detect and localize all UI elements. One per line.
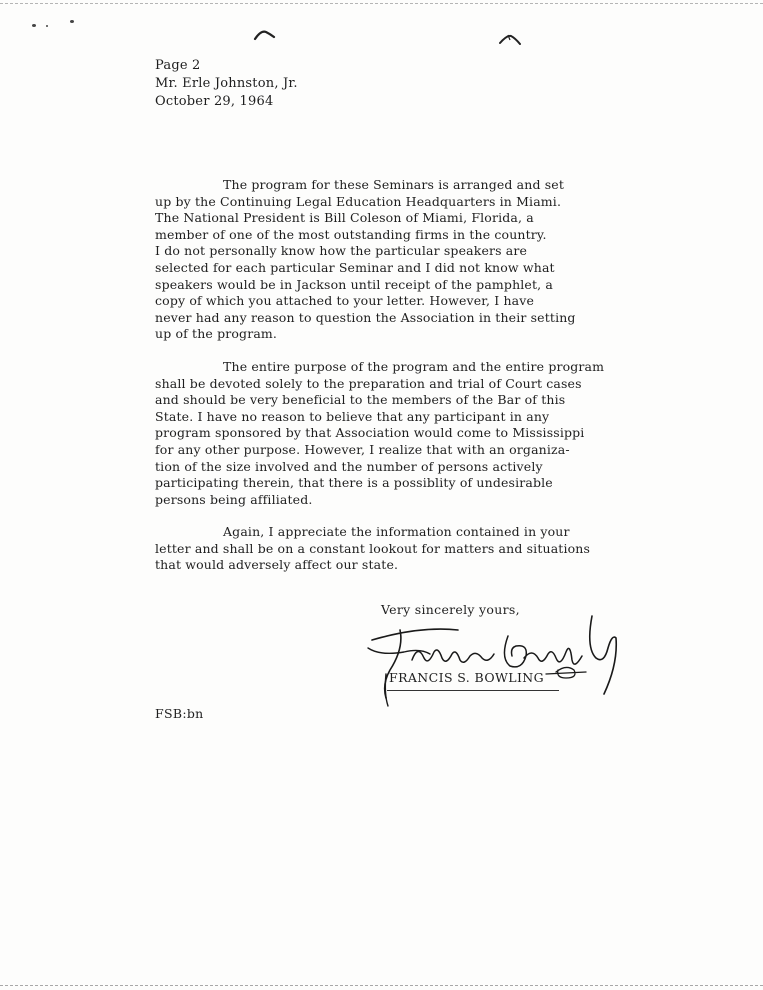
signer-name: FRANCIS S. BOWLING: [389, 670, 545, 685]
reference-initials: FSB:bn: [155, 706, 204, 721]
letter-body: [155, 177, 675, 590]
paragraph-line: that would adversely affect our state.: [155, 557, 399, 573]
paragraph-line: State. I have no reason to believe that any participant in any: [155, 408, 550, 424]
paragraph-line: program sponsored by that Association would come to Mississippi: [155, 425, 585, 441]
body-paragraph: [155, 359, 675, 508]
page-number: Page 2: [155, 58, 201, 73]
letter-date: October 29, 1964: [155, 94, 274, 109]
recipient-name: Mr. Erle Johnston, Jr.: [155, 76, 298, 91]
paragraph-line: shall be devoted solely to the preparation and trial of Court cases: [155, 375, 582, 391]
paragraph-line: Again, I appreciate the information contained in your: [223, 524, 570, 540]
letter-header: [155, 57, 298, 111]
paragraph-line: letter and shall be on a constant lookout for matters and situations: [155, 540, 591, 556]
paragraph-line: up of the program.: [155, 326, 278, 342]
scan-speck: [32, 24, 36, 27]
paragraph-line: participating therein, that there is a possiblity of undesirable: [155, 475, 553, 491]
paragraph-line: The program for these Seminars is arranged and set: [223, 177, 565, 192]
scan-edge-bottom: [0, 985, 763, 986]
handwritten-mark: [498, 33, 522, 47]
paragraph-line: member of one of the most outstanding firms in the country.: [155, 226, 547, 242]
scan-speck: [46, 25, 48, 27]
body-paragraph: [155, 177, 675, 343]
handwritten-mark: [253, 28, 277, 42]
paragraph-line: copy of which you attached to your letter. However, I have: [155, 293, 535, 309]
signature-rule: [387, 690, 559, 691]
paragraph-line: The entire purpose of the program and the entire program: [223, 358, 605, 374]
handwritten-signature: [360, 608, 630, 708]
closing-salutation: Very sincerely yours,: [381, 602, 520, 617]
paragraph-line: I do not personally know how the particular speakers are: [155, 243, 528, 259]
paragraph-line: for any other purpose. However, I realize that with an organiza-: [155, 441, 570, 457]
paragraph-line: The National President is Bill Coleson of Miami, Florida, a: [155, 210, 534, 226]
paragraph-line: tion of the size involved and the number of persons actively: [155, 458, 543, 474]
scan-speck: [70, 20, 74, 23]
paragraph-line: and should be very beneficial to the members of the Bar of this: [155, 392, 566, 408]
body-paragraph: [155, 524, 675, 574]
paragraph-line: up by the Continuing Legal Education Headquarters in Miami.: [155, 193, 562, 209]
paragraph-line: never had any reason to question the Association in their setting: [155, 309, 576, 325]
scan-edge-top: [0, 3, 763, 4]
paragraph-line: persons being affiliated.: [155, 491, 313, 507]
paragraph-line: selected for each particular Seminar and I did not know what: [155, 259, 555, 275]
paragraph-line: speakers would be in Jackson until receipt of the pamphlet, a: [155, 276, 554, 292]
